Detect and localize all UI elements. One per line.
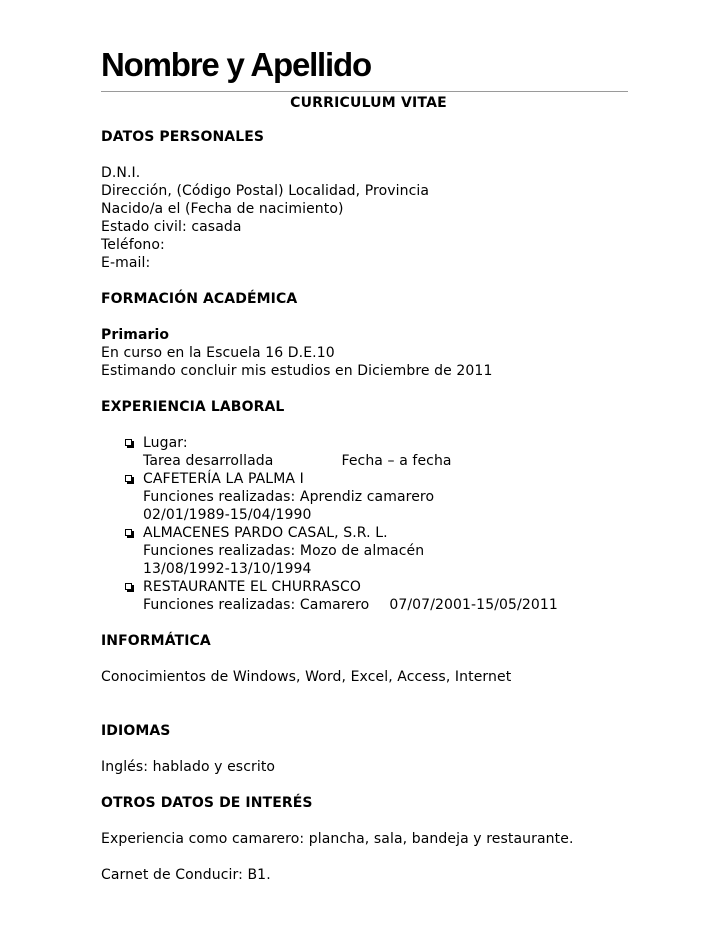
job-functions: Funciones realizadas: Aprendiz camarero <box>143 489 435 505</box>
job-dates: 07/07/2001-15/05/2011 <box>389 597 558 613</box>
job-functions: Funciones realizadas: Camarero <box>143 597 370 613</box>
education-line: Estimando concluir mis estudios en Diciembre de 2011 <box>101 363 493 379</box>
job-item <box>125 470 631 524</box>
checkbox-bullet-icon <box>125 475 132 482</box>
other-data-section <box>101 794 631 884</box>
candidate-name: Nombre y Apellido <box>101 46 371 83</box>
experience-heading: EXPERIENCIA LABORAL <box>101 399 285 415</box>
computing-heading: INFORMÁTICA <box>101 633 211 649</box>
personal-data-heading: DATOS PERSONALES <box>101 129 265 145</box>
other-data-line: Carnet de Conducir: B1. <box>101 867 271 883</box>
other-data-heading: OTROS DATOS DE INTERÉS <box>101 795 313 811</box>
other-data-line: Experiencia como camarero: plancha, sala, bandeja y restaurante. <box>101 831 574 847</box>
job-place: CAFETERÍA LA PALMA I <box>143 471 304 487</box>
job-dates: Fecha – a fecha <box>341 453 452 469</box>
job-task: Tarea desarrollada <box>143 453 274 469</box>
header-divider <box>101 91 628 92</box>
job-place: Lugar: <box>143 435 188 451</box>
resume-page <box>101 46 631 883</box>
job-place: ALMACENES PARDO CASAL, S.R. L. <box>143 525 388 541</box>
email-line: E-mail: <box>101 255 151 271</box>
job-place: RESTAURANTE EL CHURRASCO <box>143 579 361 595</box>
resume-body <box>101 128 631 884</box>
job-item <box>125 578 631 614</box>
job-item <box>125 434 631 470</box>
education-section <box>101 290 631 380</box>
job-detail <box>143 452 631 470</box>
checkbox-bullet-icon <box>125 439 132 446</box>
education-level: Primario <box>101 327 170 343</box>
computing-section <box>101 632 631 686</box>
computing-skills: Conocimientos de Windows, Word, Excel, Access, Internet <box>101 669 512 685</box>
job-functions: Funciones realizadas: Mozo de almacén <box>143 543 425 559</box>
phone-line: Teléfono: <box>101 237 165 253</box>
education-line: En curso en la Escuela 16 D.E.10 <box>101 345 335 361</box>
job-item <box>125 524 631 578</box>
checkbox-bullet-icon <box>125 529 132 536</box>
checkbox-bullet-icon <box>125 583 132 590</box>
languages-text: Inglés: hablado y escrito <box>101 759 276 775</box>
job-dates: 02/01/1989-15/04/1990 <box>143 507 312 523</box>
education-heading: FORMACIÓN ACADÉMICA <box>101 291 298 307</box>
languages-section <box>101 722 631 776</box>
experience-section <box>101 398 631 614</box>
languages-heading: IDIOMAS <box>101 723 171 739</box>
document-title: CURRICULUM VITAE <box>290 95 447 111</box>
birth-date-line: Nacido/a el (Fecha de nacimiento) <box>101 201 344 217</box>
personal-data-section <box>101 128 631 272</box>
marital-status-line: Estado civil: casada <box>101 219 242 235</box>
job-dates: 13/08/1992-13/10/1994 <box>143 561 312 577</box>
job-detail <box>143 596 631 614</box>
address-line: Dirección, (Código Postal) Localidad, Provincia <box>101 183 430 199</box>
dni-line: D.N.I. <box>101 165 141 181</box>
job-list <box>101 434 631 614</box>
